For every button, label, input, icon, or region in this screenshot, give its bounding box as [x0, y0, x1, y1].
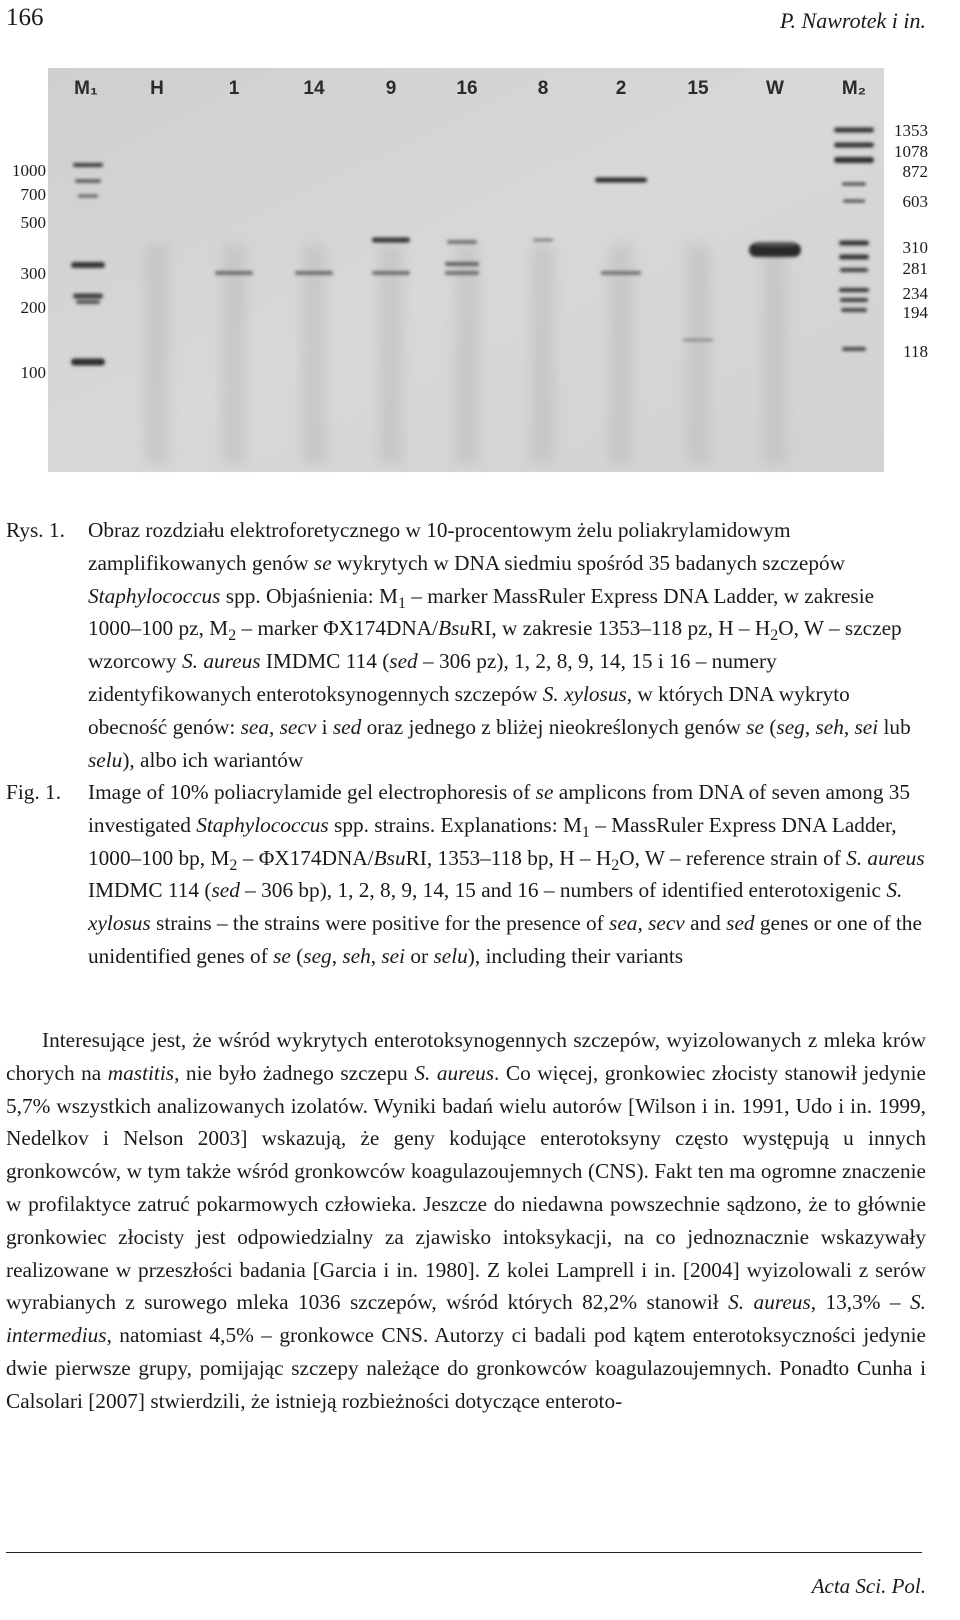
right-marker-label: 1078: [894, 142, 928, 161]
caption-polish-segment: (: [764, 714, 777, 739]
caption-english-segment: ,: [370, 943, 382, 968]
caption-polish-segment: ,: [804, 714, 816, 739]
caption-polish-segment: sed: [332, 714, 362, 739]
caption-polish-label: Rys. 1.: [6, 518, 65, 542]
gel-band: [71, 262, 105, 268]
caption-polish-segment: secv: [279, 714, 317, 739]
gel-band: [755, 242, 795, 246]
right-marker-label: 118: [903, 342, 928, 361]
lane-smear: [763, 244, 787, 464]
caption-english-segment: and: [684, 911, 727, 936]
gel-image: [0, 64, 960, 490]
caption-english-segment: sea: [609, 911, 638, 936]
gel-band: [834, 143, 874, 148]
lane-label-h: H: [150, 78, 164, 99]
running-head: P. Nawrotek i in.: [779, 8, 926, 33]
gel-band: [601, 271, 641, 275]
gel-band: [71, 359, 105, 366]
caption-english-segment: se: [535, 780, 554, 804]
caption-polish-segment: RI, w zakresie 1353–118 pz, H – H: [470, 616, 771, 641]
gel-band: [445, 262, 479, 266]
gel-band: [372, 271, 410, 275]
page-number: 166: [6, 4, 44, 31]
left-marker-label: 100: [20, 363, 46, 382]
left-marker-label: 300: [20, 264, 46, 283]
caption-polish-segment: seg: [776, 714, 805, 739]
caption-polish-segment: se: [746, 714, 764, 739]
body-segment: , nie było żadnego szczepu: [174, 1060, 415, 1085]
caption-polish-segment: , w których DNA wykryto obecność genów:: [88, 681, 850, 739]
right-marker-label: 234: [902, 284, 928, 303]
caption-english-segment: Bsu: [373, 845, 406, 870]
lane-smear: [531, 244, 555, 464]
body-segment: S. intermedius: [6, 1290, 926, 1348]
caption-polish-segment: – 306 pz), 1, 2, 8, 9, 14, 15 i 16 – numery zidentyfikowanych enterotoksynogennych szczepów: [88, 649, 777, 706]
lane-smear: [379, 244, 403, 464]
caption-polish: [6, 514, 926, 776]
lane-smear: [686, 244, 710, 464]
gel-band: [595, 178, 647, 183]
gel-band: [215, 271, 253, 275]
lane-label-16: 16: [456, 78, 478, 99]
caption-english-segment: secv: [648, 911, 685, 936]
caption-polish-segment: seh: [815, 714, 844, 739]
lane-label-w: W: [766, 78, 784, 99]
caption-english-segment: (: [290, 943, 304, 968]
caption-english-segment: ,: [331, 943, 343, 968]
caption-polish-segment: wykrytych w DNA siedmiu spośród 35 badanych szczepów: [331, 550, 846, 575]
caption-polish-segment: – marker MassRuler Express DNA Ladder, w zakresie 1000–100 pz, M: [88, 583, 875, 641]
gel-band: [445, 271, 479, 275]
gel-band: [447, 240, 477, 244]
caption-english-text: [88, 780, 925, 968]
caption-polish-segment: lub: [878, 714, 911, 739]
gel-band: [372, 238, 410, 243]
caption-english-segment: Image of 10% poliacrylamide gel electrophoresis of: [88, 780, 536, 804]
figure: [0, 64, 960, 490]
caption-english-segment: seh: [342, 943, 371, 968]
gel-band: [78, 195, 98, 198]
caption-polish-segment: sei: [854, 714, 879, 739]
gel-band: [839, 255, 869, 260]
caption-polish-segment: i: [316, 714, 333, 739]
caption-polish-segment: 1: [397, 594, 406, 612]
caption-english-segment: or: [405, 943, 434, 968]
gel-band: [843, 200, 865, 203]
right-marker-label: 281: [902, 259, 928, 278]
caption-polish-segment: 2: [770, 627, 779, 645]
left-marker-label: 200: [20, 298, 46, 317]
left-marker-label: 700: [20, 185, 46, 204]
body-segment: , natomiast 4,5% – gronkowce CNS. Autorzy ci badali pod kątem enterotoksyczności jedynie dwie pierwsze grupy, pomijając szczepy należące do gronkowców koagulazoujemnych. Ponadto Cunha i Calsolari [2007] stwierdzili, że istnieją rozbieżności dotyczące enteroto-: [6, 1323, 926, 1413]
lane-label-1: 1: [228, 78, 240, 99]
caption-english-segment: genes or one of the unidentified genes of: [88, 911, 922, 968]
gel-band: [295, 271, 333, 275]
caption-english-segment: – ΦX174DNA/: [237, 845, 374, 870]
journal-name: Acta Sci. Pol.: [811, 1574, 926, 1598]
caption-polish-segment: 2: [228, 627, 237, 645]
left-marker-label: 500: [20, 213, 46, 232]
lane-smear: [222, 244, 246, 464]
body-segment: , 13,3% –: [810, 1290, 911, 1315]
gel-band: [834, 157, 874, 163]
caption-polish-segment: Staphylococcus: [88, 583, 221, 608]
lane-smear: [302, 244, 326, 464]
gel-band: [839, 288, 869, 292]
caption-polish-segment: S. xylosus: [542, 681, 627, 706]
caption-polish-segment: selu: [88, 747, 123, 772]
caption-polish-segment: O, W – szczep wzorcowy: [88, 616, 902, 674]
gel-band: [840, 268, 868, 272]
caption-polish-segment: – marker ΦX174DNA/: [236, 616, 439, 641]
caption-english-segment: sed: [726, 911, 755, 936]
caption-english-segment: seg: [303, 943, 332, 968]
gel-band: [73, 294, 103, 299]
caption-english-segment: amplicons from DNA of seven among 35 investigated: [88, 780, 911, 837]
body-segment: S. aureus: [728, 1290, 811, 1315]
lane-label-8: 8: [537, 78, 549, 99]
caption-polish-segment: oraz jednego z bliżej nieokreślonych genów: [361, 714, 747, 739]
body-paragraph: [6, 1024, 926, 1418]
caption-english-segment: se: [273, 943, 291, 968]
caption-english: [6, 776, 926, 973]
caption-english-segment: sei: [381, 943, 406, 968]
lane-label-2: 2: [615, 78, 627, 99]
lane-smear: [145, 244, 169, 464]
left-marker-label: 1000: [12, 161, 46, 180]
caption-english-label: Fig. 1.: [6, 780, 62, 804]
caption-polish-segment: se: [313, 550, 332, 575]
lane-smear: [609, 244, 633, 464]
lane-smear: [455, 244, 479, 464]
lane-label-m1: M₁: [74, 78, 98, 99]
caption-english-segment: Staphylococcus: [196, 812, 329, 837]
caption-polish-segment: spp. Objaśnienia: M: [220, 583, 398, 608]
caption-english-segment: 2: [611, 856, 620, 874]
footer-rule: [6, 1552, 922, 1553]
caption-polish-segment: ), albo ich wariantów: [122, 747, 304, 772]
caption-english-segment: spp. strains. Explanations: M: [328, 812, 582, 837]
caption-english-segment: ,: [637, 911, 649, 936]
lane-label-14: 14: [303, 78, 325, 99]
body-segment: Interesujące jest, że wśród wykrytych enterotoksynogennych szczepów, wyizolowanych z mleka krów chorych na: [6, 1028, 926, 1085]
body-segment: . Co więcej, gronkowiec złocisty stanowił jedynie 5,7% wszystkich analizowanych izolatów. Wyniki badań wielu autorów [Wilson i in. 1991, Udo i in. 1999, Nedelkov i Nelson 2003] wskazują, że geny kodujące enterotoksyny często występują u innych gronkowców, w tym także wśród gronkowców koagulazoujemnych (CNS). Fakt ten ma ogromne znaczenie w profilaktyce zatruć pokarmowych człowieka. Jeszcze do niedawna powszechnie sądzono, że to głównie gronkowiec złocisty jest odpowiedzialny za zjawisko intoksykacji, na co jednoznacznie wskazywały realizowane w przeszłości badania [Garcia i in. 1980]. Z kolei Lamprell i in. [2004] wyizolowali z serów wyrabianych z surowego mleka 1036 szczepów, wśród których 82,2% stanowił: [6, 1060, 926, 1315]
gel-band: [840, 298, 868, 302]
right-marker-label: 1353: [894, 121, 928, 140]
gel-band: [839, 241, 869, 246]
caption-polish-segment: Bsu: [438, 616, 471, 641]
gel-band: [842, 183, 866, 186]
caption-english-segment: sed: [211, 878, 240, 903]
caption-polish-segment: sea: [240, 714, 269, 739]
gel-band: [75, 180, 101, 183]
caption-polish-segment: Obraz rozdziału elektroforetycznego w 10-procentowym żelu poliakrylamidowym zamplifikowanych genów: [88, 518, 791, 575]
caption-polish-segment: ,: [268, 714, 280, 739]
caption-english-segment: S. aureus: [846, 845, 925, 870]
lane-label-15: 15: [687, 78, 709, 99]
caption-polish-segment: sed: [389, 649, 418, 674]
right-marker-label: 603: [902, 192, 928, 211]
caption-english-segment: selu: [433, 943, 468, 968]
right-marker-label: 194: [902, 303, 928, 322]
caption-english-segment: IMDMC 114 (: [88, 878, 212, 903]
caption-polish-segment: S. aureus: [182, 649, 261, 674]
gel-band: [73, 163, 103, 167]
gel-band: [842, 347, 866, 351]
gel-band: [76, 300, 100, 304]
lane-label-9: 9: [385, 78, 397, 99]
caption-english-segment: RI, 1353–118 bp, H – H: [405, 845, 612, 870]
gel-band: [834, 128, 874, 133]
caption-english-segment: – MassRuler Express DNA Ladder, 1000–100 bp, M: [88, 812, 897, 870]
gel-band: [533, 239, 553, 242]
body-segment: mastitis: [107, 1060, 175, 1085]
caption-english-segment: O, W – reference strain of: [619, 845, 847, 870]
caption-polish-segment: ,: [843, 714, 855, 739]
caption-english-segment: – 306 bp), 1, 2, 8, 9, 14, 15 and 16 – numbers of identified enterotoxigenic: [239, 878, 887, 903]
lane-label-m2: M₂: [841, 78, 867, 99]
right-marker-label: 310: [902, 238, 928, 257]
body-segment: S. aureus: [414, 1060, 495, 1085]
caption-english-segment: 1: [581, 823, 590, 841]
caption-polish-segment: IMDMC 114 (: [260, 649, 390, 674]
caption-english-segment: S. xylosus: [88, 878, 903, 936]
caption-polish-text: [88, 518, 911, 772]
right-marker-label: 872: [902, 162, 928, 181]
caption-english-segment: ), including their variants: [467, 943, 684, 968]
gel-band: [841, 308, 867, 312]
caption-english-segment: strains – the strains were positive for the presence of: [150, 911, 610, 936]
gel-band: [683, 339, 713, 342]
caption-english-segment: 2: [229, 856, 238, 874]
